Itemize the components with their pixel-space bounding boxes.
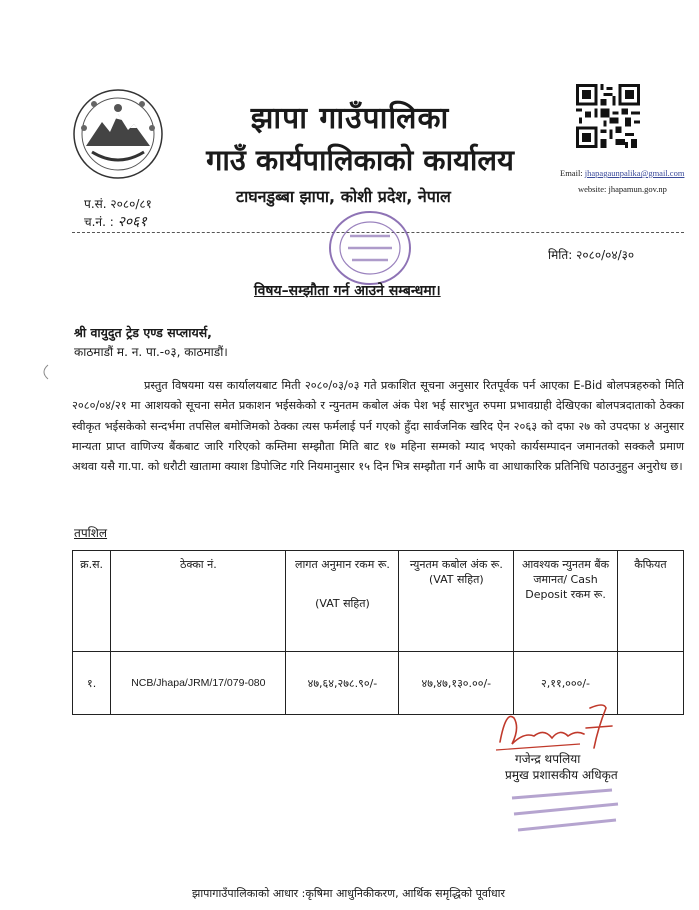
cell-sn: १.: [73, 652, 111, 715]
cell-tender-no: NCB/Jhapa/JRM/17/079-080: [111, 652, 286, 715]
date-label: मिति:: [548, 248, 573, 262]
cell-remarks: [617, 652, 683, 715]
cn-label: च.नं.: [84, 215, 106, 229]
letter-body: प्रस्तुत विषयमा यस कार्यालयबाट मिती २०८०/०३/०३ गते प्रकाशित सूचना अनुसार रितपूर्वक पर्न आएका E-Bid बोलपत्रहरुको मिति २०८०/०४/२१ मा आशयको सूचना समेत प्रकाशन भईसकेको र न्युनतम कबोल अंक पेश भई सारभुत रुपमा प्रभावग्राही देखिएका बोलपत्रदाताको ठेक्का स्वीकृत भईसकेको सन्दर्भमा तपसिल बमोजिमको ठेक्का त्यस फर्मलाई पर्न गएको हुँदा सार्वजनिक खरिद ऐन २०६३ को दफा २७ को उपदफा ४ अनुसार मान्यता प्राप्त वाणिज्य बैंकबाट जारि गरिएको कम्तिमा सम्झौता मिति बाट १७ महिना सम्मको म्याद भएको कार्यसम्पादन जमानतको सक्कलै प्रमाण अथवा यसै गा.पा. को धरौटी खातामा क्याश डिपोजिट गरि नियमानुसार १५ दिन भित्र सम्झौता गर्न आफै वा आधाकारिक प्रतिनिधि पठाउनुहुन अनुरोध छ।: [72, 379, 684, 474]
punch-mark-icon: [38, 364, 50, 380]
email-link[interactable]: jhapagaunpalika@gmail.com: [584, 168, 685, 178]
recipient-address: काठमाडौं म. न. पा.-०३, काठमाडौं।: [74, 345, 228, 359]
email-label: Email:: [560, 168, 583, 178]
cn-value: २०६१: [117, 214, 147, 230]
col-header-min-bid: न्युनतम कबोल अंक रू. (VAT सहित): [399, 551, 514, 652]
dispatch-number: च.नं. : २०६१: [84, 214, 147, 230]
letter-subject: विषय–सम्झौता गर्न आउने सम्बन्धमा।: [254, 283, 441, 299]
office-subtitle: गाउँ कार्यपालिकाको कार्यालय: [206, 143, 514, 177]
signature-icon: [494, 698, 624, 758]
office-address: टाघनडुब्बा झापा, कोशी प्रदेश, नेपाल: [236, 187, 451, 206]
website-label: website:: [578, 184, 607, 194]
col-header-tender-no: ठेक्का नं.: [111, 551, 286, 652]
qr-code-icon: [576, 84, 640, 148]
col-header-sn: क्र.स.: [73, 551, 111, 652]
reference-number: [84, 195, 152, 212]
tender-table: [72, 550, 684, 715]
col-header-deposit: आवश्यक न्युनतम बैंक जमानत/ Cash Deposit रकम रू.: [514, 551, 618, 652]
ps-label: प.सं.: [84, 197, 107, 211]
letter-date: [548, 246, 634, 263]
footer-motto: झापागाउँपालिकाको आधार :कृषिमा आधुनिकीकरण, आर्थिक समृद्धिको पूर्वाधार: [192, 887, 505, 900]
col-header-cost-estimate: लागत अनुमान रकम रू. (VAT सहित): [286, 551, 399, 652]
website-link[interactable]: jhapamun.gov.np: [608, 184, 667, 194]
nepal-emblem-icon: [72, 88, 164, 180]
office-name: झापा गाउँपालिका: [250, 101, 450, 136]
cell-cost-estimate: ४७,६४,२७८.९०/-: [286, 652, 399, 715]
table-header-row: [73, 551, 684, 652]
ps-value: २०८०/८१: [110, 197, 152, 211]
col-header-remarks: कैफियत: [617, 551, 683, 652]
office-stamp-icon: [324, 206, 416, 290]
signer-title: प्रमुख प्रशासकीय अधिकृत: [505, 768, 618, 782]
website-contact: [578, 184, 667, 194]
recipient-name: श्री वायुदुत ट्रेड एण्ड सप्लायर्स,: [74, 325, 212, 340]
date-value: २०८०/०४/३०: [576, 248, 635, 262]
cell-min-bid: ४७,४७,१३०.००/-: [399, 652, 514, 715]
cell-deposit: २,११,०००/-: [514, 652, 618, 715]
details-heading: तपशिल: [74, 526, 108, 540]
signer-name: गजेन्द्र थपलिया: [515, 752, 581, 766]
email-contact: [560, 168, 684, 178]
designation-stamp-icon: [504, 780, 624, 838]
